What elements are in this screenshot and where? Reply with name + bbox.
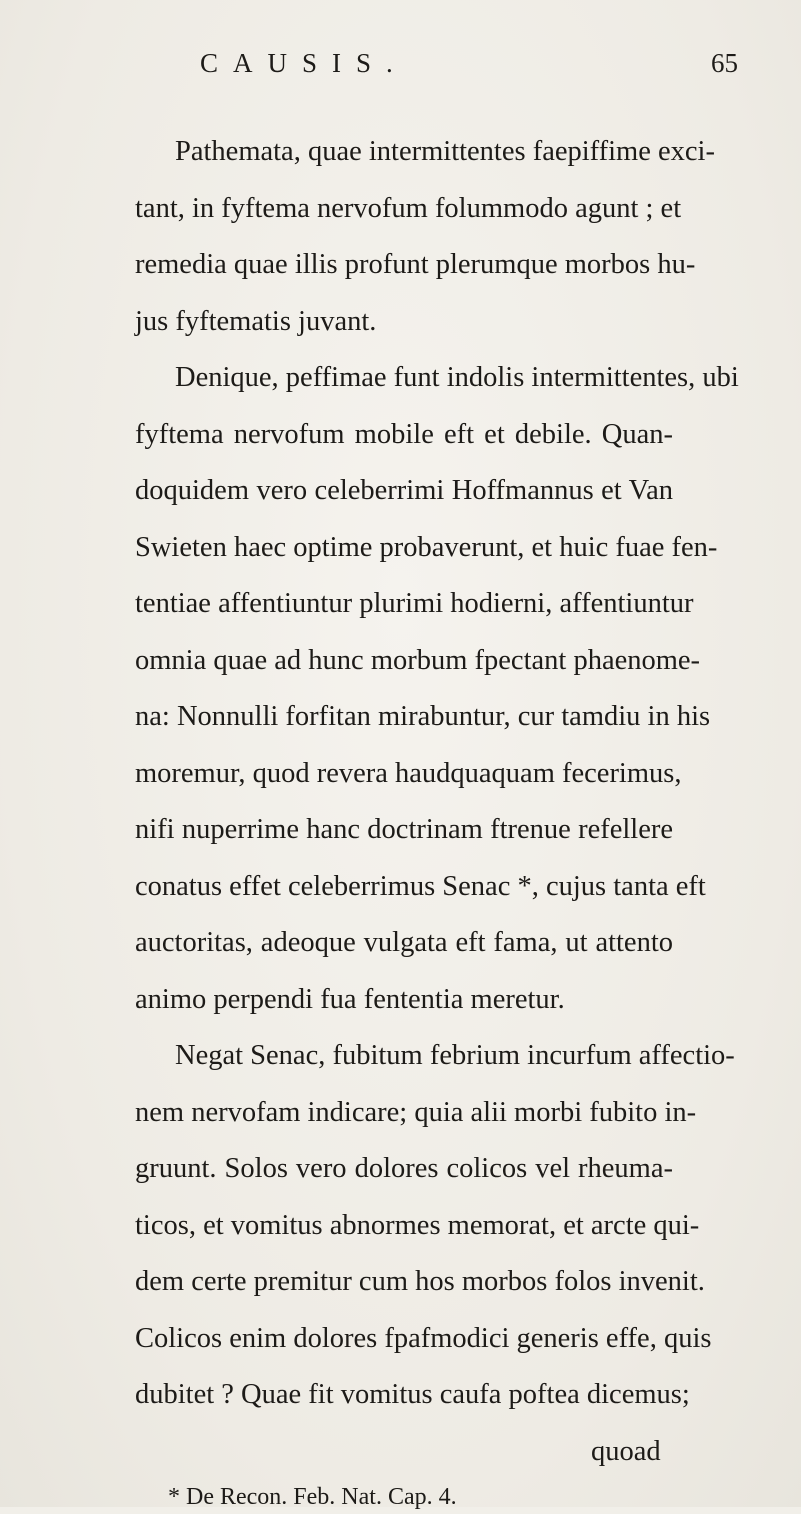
footnote: * De Recon. Feb. Nat. Cap. 4. — [168, 1484, 457, 1510]
text-line: jus fyftematis juvant. — [135, 306, 377, 337]
text-line: fyftema nervofum mobile eft et debile. Quan- — [135, 419, 673, 450]
text-line: omnia quae ad hunc morbum fpectant phaenome- — [135, 645, 701, 676]
catchword: quoad — [591, 1436, 661, 1467]
text-line: gruunt. Solos vero dolores colicos vel rheuma- — [135, 1153, 673, 1184]
text-line: nem nervofam indicare; quia alii morbi fubito in- — [135, 1097, 697, 1128]
text-line: tant, in fyftema nervofum folummodo agunt ; et — [135, 193, 682, 224]
text-line: moremur, quod revera haudquaquam fecerimus, — [135, 758, 682, 789]
text-line: dubitet ? Quae fit vomitus caufa poftea dicemus; — [135, 1379, 690, 1410]
text-line: Colicos enim dolores fpafmodici generis effe, quis — [135, 1323, 712, 1354]
text-line: auctoritas, adeoque vulgata eft fama, ut attento — [135, 927, 673, 958]
running-head: CAUSIS. — [200, 48, 408, 78]
text-line: animo perpendi fua fententia meretur. — [135, 984, 565, 1015]
text-line: conatus effet celeberrimus Senac *, cujus tanta eft — [135, 871, 706, 902]
text-line: dem certe premitur cum hos morbos folos invenit. — [135, 1266, 705, 1297]
text-line: nifi nuperrime hanc doctrinam ftrenue refellere — [135, 814, 673, 845]
page-number: 65 — [711, 48, 738, 78]
text-line: Swieten haec optime probaverunt, et huic fuae fen- — [135, 532, 718, 563]
text-line: ticos, et vomitus abnormes memorat, et arcte qui- — [135, 1210, 700, 1241]
text-line: remedia quae illis profunt plerumque morbos hu- — [135, 249, 696, 280]
text-line: tentiae affentiuntur plurimi hodierni, affentiuntur — [135, 588, 694, 619]
text-line: Pathemata, quae intermittentes faepiffime exci- — [175, 136, 715, 167]
text-line: na: Nonnulli forfitan mirabuntur, cur tamdiu in his — [135, 701, 711, 732]
text-line: doquidem vero celeberrimi Hoffmannus et Van — [135, 475, 673, 506]
text-line: Denique, peffimae funt indolis intermittentes, ubi — [175, 362, 739, 393]
text-line: Negat Senac, fubitum febrium incurfum affectio- — [175, 1040, 735, 1071]
